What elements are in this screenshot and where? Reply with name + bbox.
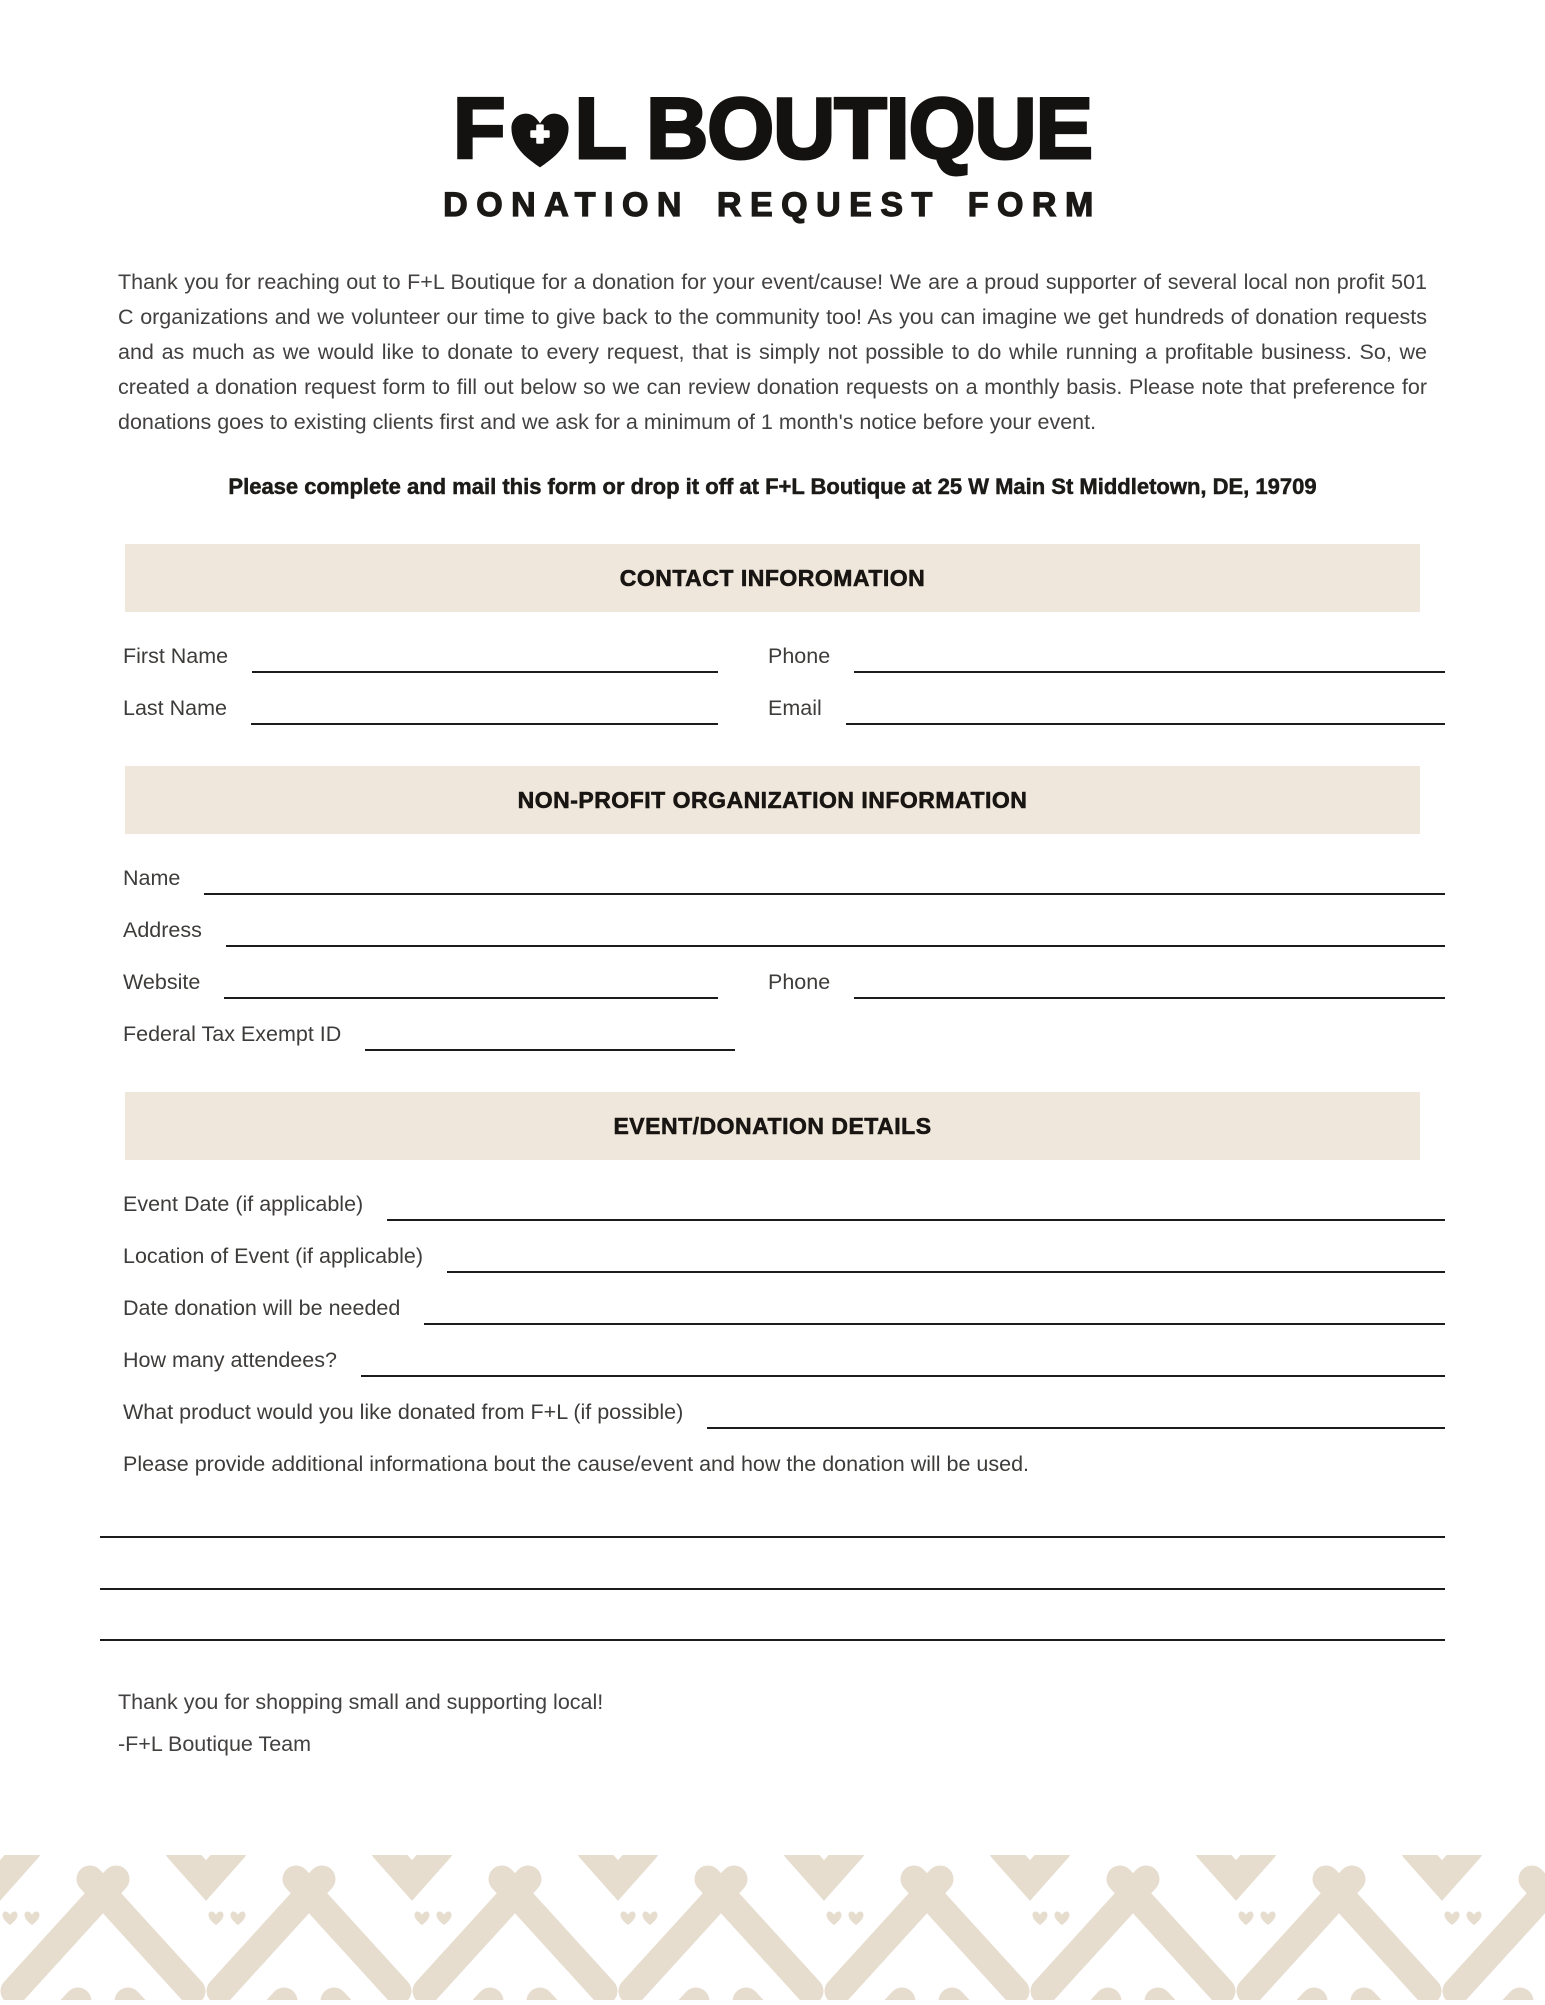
org-phone-label: Phone [768, 970, 831, 995]
first-name-label: First Name [123, 644, 229, 669]
mail-instruction: Please complete and mail this form or drop it off at F+L Boutique at 25 W Main St Middletown, DE, 19709 [228, 474, 1317, 499]
additional-info-label: Please provide additional informationa bout the cause/event and how the donation will be used. [123, 1452, 1030, 1477]
org-name-label: Name [123, 866, 181, 891]
contact-fields [123, 618, 1445, 722]
org-phone-input[interactable] [854, 989, 1445, 999]
field-row-attendees [123, 1322, 1445, 1374]
org-address-label: Address [123, 918, 202, 943]
email-label: Email [768, 696, 822, 721]
closing-line-2: -F+L Boutique Team [118, 1732, 312, 1756]
tax-id-input[interactable] [365, 1041, 735, 1051]
additional-info-line-2[interactable] [100, 1588, 1445, 1590]
nonprofit-fields [123, 840, 1445, 1048]
logo [453, 81, 1092, 177]
closing-message [118, 1681, 1427, 1765]
tax-id-label: Federal Tax Exempt ID [123, 1022, 342, 1047]
phone-label: Phone [768, 644, 831, 669]
closing-line-1: Thank you for shopping small and supporting local! [118, 1690, 604, 1714]
form-title: DONATION REQUEST FORM [443, 186, 1102, 224]
event-location-input[interactable] [447, 1263, 1445, 1273]
logo-word-boutique: BOUTIQUE [646, 81, 1092, 177]
section-title-contact: CONTACT INFOROMATION [619, 564, 926, 591]
field-row-date-needed [123, 1270, 1445, 1322]
field-row-org-name [123, 840, 1445, 892]
org-website-input[interactable] [224, 989, 718, 999]
field-row-tax-id [123, 996, 1445, 1048]
product-input[interactable] [707, 1419, 1445, 1429]
field-row-first-name [123, 618, 718, 670]
section-title-nonprofit: NON-PROFIT ORGANIZATION INFORMATION [517, 786, 1028, 813]
form-header [100, 0, 1445, 225]
email-input[interactable] [846, 715, 1445, 725]
date-needed-label: Date donation will be needed [123, 1296, 401, 1321]
event-date-input[interactable] [387, 1211, 1445, 1221]
field-row-last-name [123, 670, 718, 722]
field-row-org-phone [768, 944, 1445, 996]
logo-letter-f: F [453, 81, 505, 177]
attendees-label: How many attendees? [123, 1348, 337, 1373]
last-name-input[interactable] [251, 715, 718, 725]
last-name-label: Last Name [123, 696, 227, 721]
field-row-phone [768, 618, 1445, 670]
org-name-input[interactable] [204, 885, 1445, 895]
product-label: What product would you like donated from F+L (if possible) [123, 1400, 684, 1425]
additional-info-line-3[interactable] [100, 1639, 1445, 1641]
section-header-contact [125, 544, 1420, 612]
heart-plus-icon [508, 101, 572, 167]
field-row-org-website [123, 944, 718, 996]
event-location-label: Location of Event (if applicable) [123, 1244, 423, 1269]
additional-info-line-1[interactable] [100, 1536, 1445, 1538]
decorative-pattern [0, 1855, 1545, 2000]
section-title-event: EVENT/DONATION DETAILS [613, 1112, 932, 1139]
field-row-org-address [123, 892, 1445, 944]
org-website-label: Website [123, 970, 201, 995]
date-needed-input[interactable] [424, 1315, 1445, 1325]
intro-paragraph: Thank you for reaching out to F+L Boutique for a donation for your event/cause! We are a proud supporter of several local non profit 501 C organizations and we volunteer our time to give back to the community too! As you can imagine we get hundreds of donation requests and as much as we would like to donate to every request, that is simply not possible to do while running a profitable business. So, we created a donation request form to fill out below so we can review donation requests on a monthly basis. Please note that preference for donations goes to existing clients first and we ask for a minimum of 1 month's notice before your event. [118, 270, 1427, 434]
field-row-email [768, 670, 1445, 722]
logo-letter-l: L [574, 81, 627, 177]
attendees-input[interactable] [361, 1367, 1445, 1377]
section-header-nonprofit [125, 766, 1420, 834]
field-row-event-date [123, 1166, 1445, 1218]
event-fields [123, 1166, 1445, 1478]
field-row-product [123, 1374, 1445, 1426]
event-date-label: Event Date (if applicable) [123, 1192, 364, 1217]
additional-info-prompt-row [123, 1426, 1445, 1478]
section-header-event [125, 1092, 1420, 1160]
field-row-event-location [123, 1218, 1445, 1270]
